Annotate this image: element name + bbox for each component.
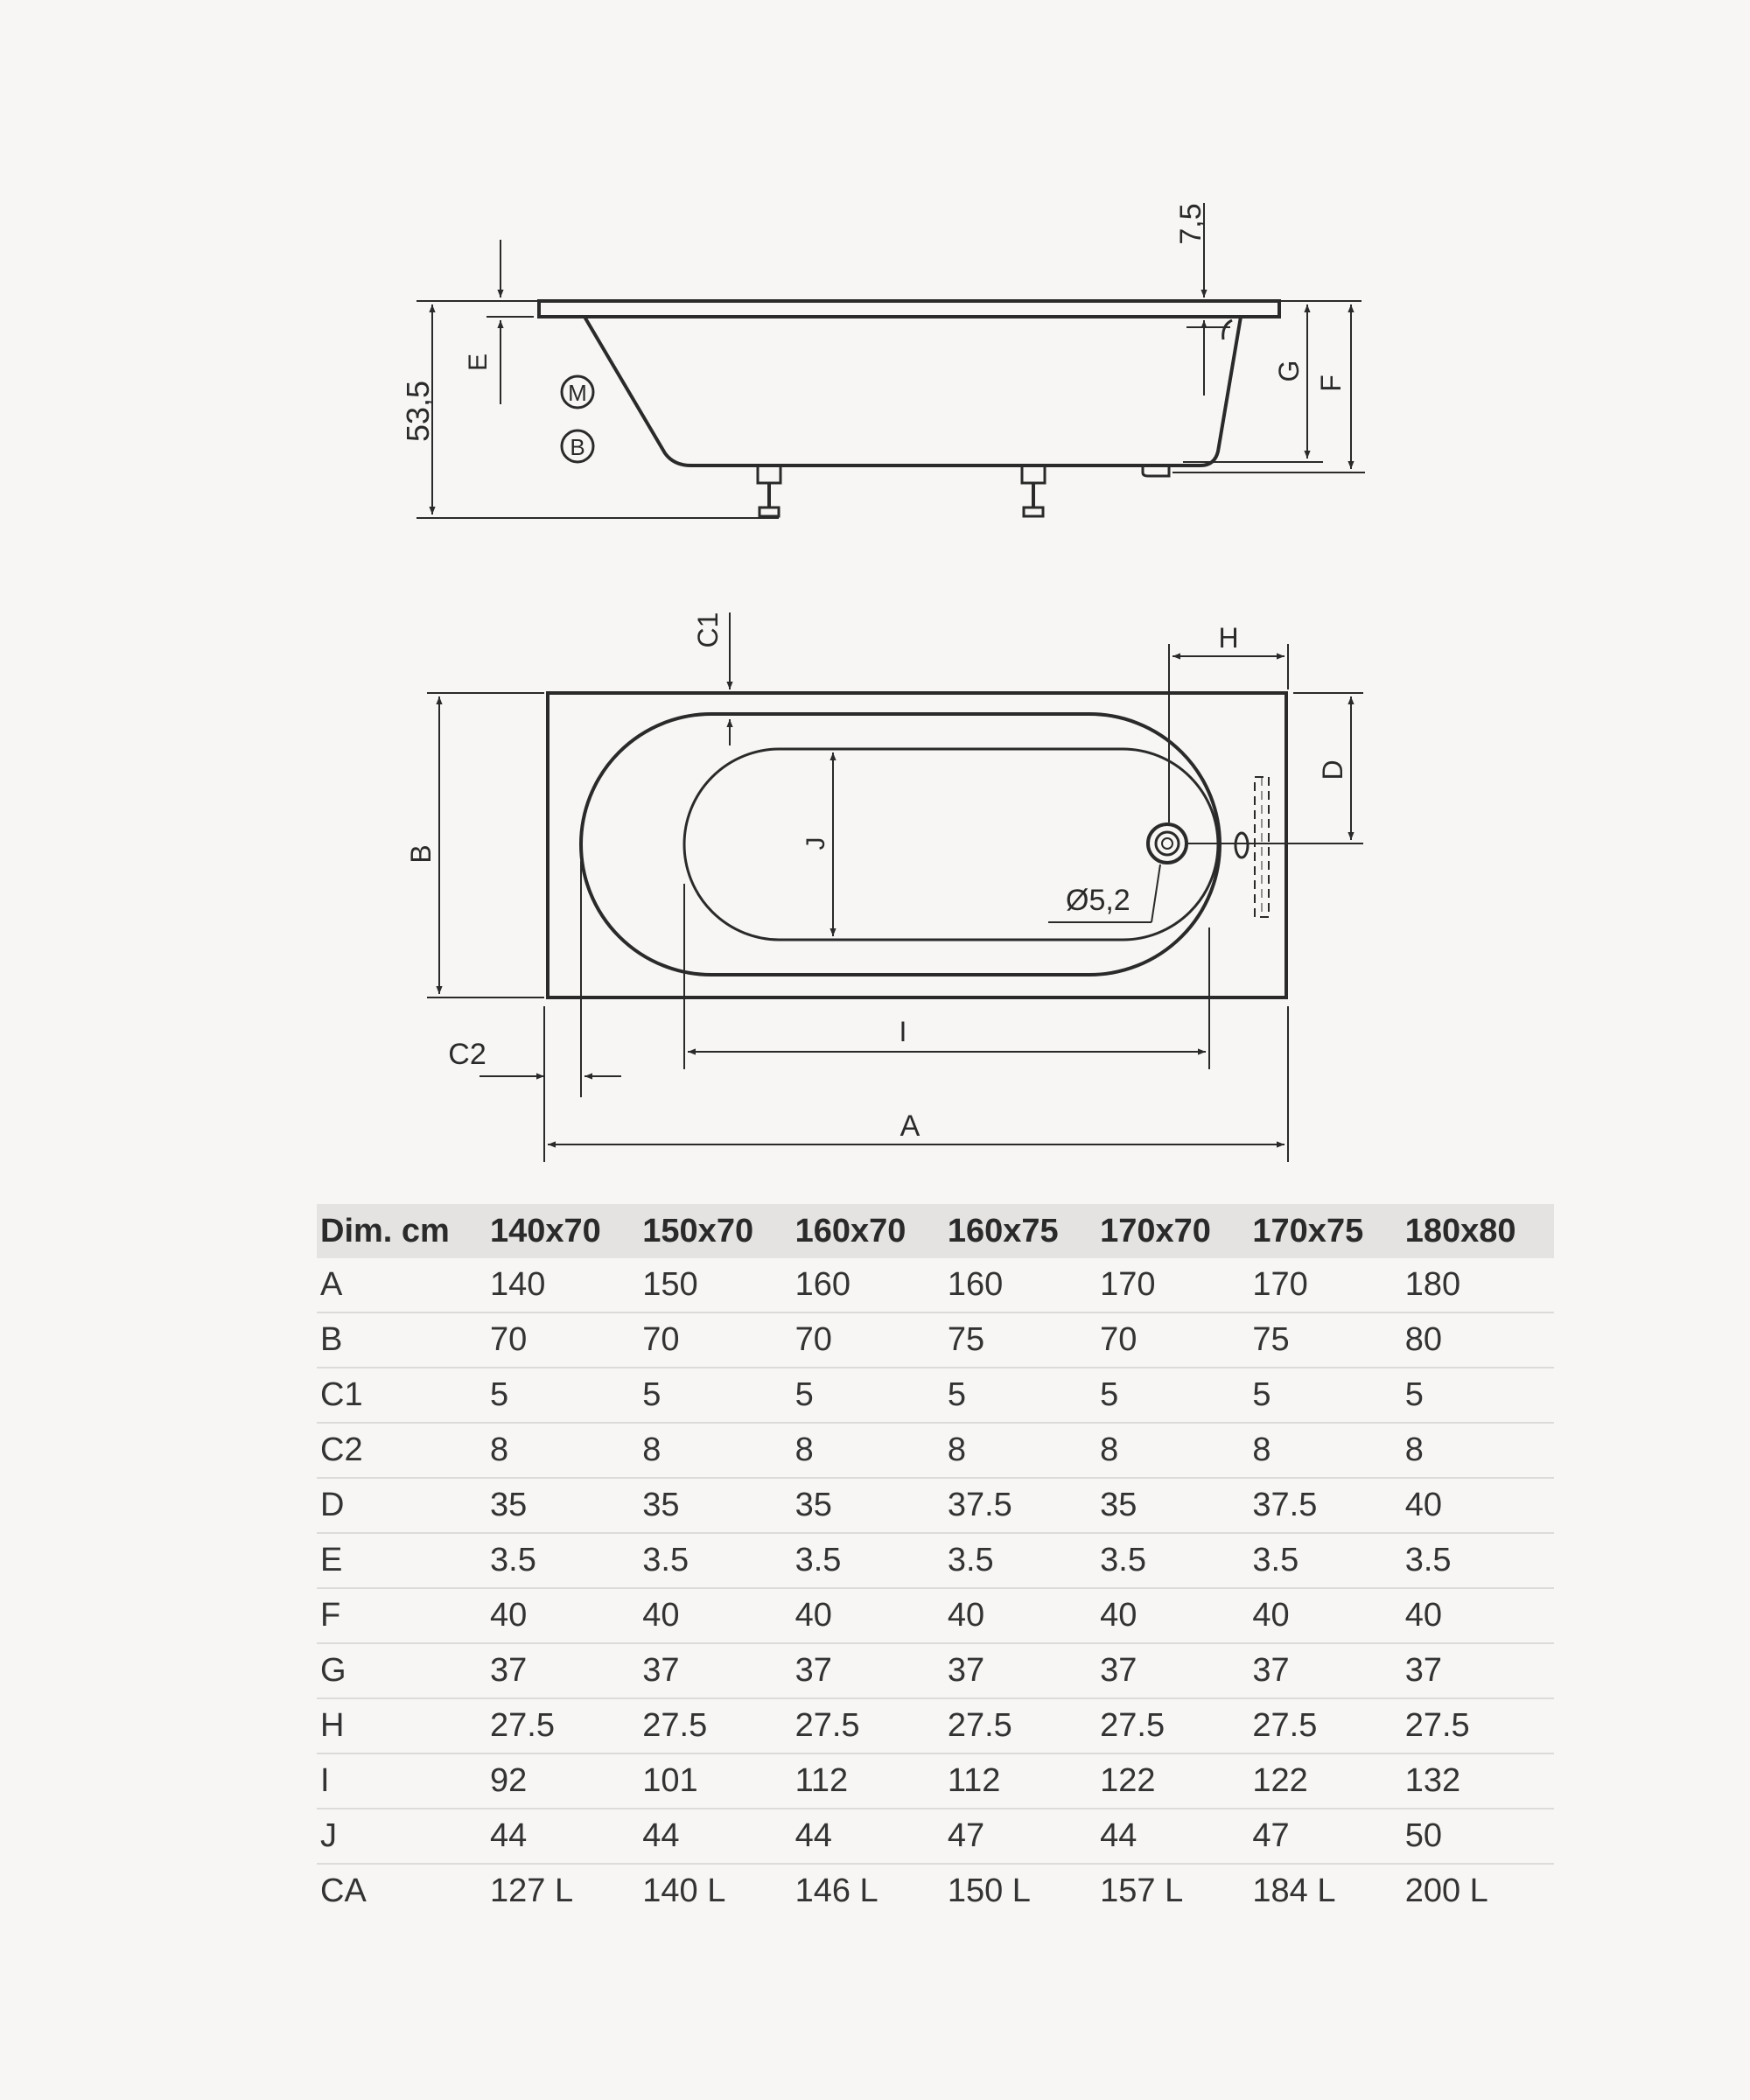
value-cell: 92 [486,1754,639,1809]
table-row [317,1588,1554,1643]
value-cell: 70 [639,1312,791,1368]
value-cell: 3.5 [944,1533,1096,1588]
row-label-cell: A [317,1258,486,1312]
value-cell: 150 [639,1258,791,1312]
value-cell: 160 [792,1258,944,1312]
svg-text:B: B [570,434,585,460]
value-cell: 40 [1096,1588,1249,1643]
table-row [317,1258,1554,1312]
overflow-hole [1236,833,1248,858]
table-row [317,1368,1554,1423]
value-cell: 8 [1096,1423,1249,1478]
value-cell: 5 [486,1368,639,1423]
table-row [317,1698,1554,1754]
value-cell: 40 [792,1588,944,1643]
value-cell: 44 [792,1809,944,1864]
value-cell: 5 [944,1368,1096,1423]
row-label-cell: CA [320,1872,367,1909]
value-cell: 37 [639,1643,791,1698]
value-cell: 132 [1402,1754,1554,1809]
value-cell: 70 [486,1312,639,1368]
value-cell: 47 [1249,1809,1401,1864]
value-cell: 27.5 [486,1698,639,1754]
label-I: I [899,1016,907,1047]
value-cell: 27.5 [944,1698,1096,1754]
value-cell: 160 [944,1258,1096,1312]
value-cell: 40 [1249,1588,1401,1643]
value-cell: 8 [486,1423,639,1478]
value-cell: 40 [486,1588,639,1643]
value-cell: 3.5 [1402,1533,1554,1588]
value-cell: 184 L [1252,1872,1336,1909]
value-cell: 37 [792,1643,944,1698]
label-F: F [1315,374,1347,392]
value-cell: 37 [944,1643,1096,1698]
value-cell: 5 [1096,1368,1249,1423]
value-cell: 127 L [490,1872,574,1909]
label-A: A [900,1110,920,1143]
value-cell: 157 L [1100,1872,1184,1909]
tub-inner-rim [581,714,1220,975]
value-cell: 37 [1249,1643,1401,1698]
value-cell: 150 L [947,1872,1031,1909]
value-cell: 170 [1249,1258,1401,1312]
value-cell: 8 [1249,1423,1401,1478]
value-cell: 35 [639,1478,791,1533]
column-header: 160x70 [792,1204,944,1258]
tub-body [584,317,1241,466]
label-C2: C2 [448,1038,486,1071]
tub-foot-right [1022,466,1045,516]
row-label-cell: E [317,1533,486,1588]
table-row [317,1423,1554,1478]
table-row [317,1809,1554,1864]
drain [1148,824,1186,863]
table-row [317,1754,1554,1809]
value-cell: 35 [486,1478,639,1533]
value-cell: 37.5 [1249,1478,1401,1533]
value-cell: 70 [1096,1312,1249,1368]
column-header: 140x70 [486,1204,639,1258]
label-D: D [1317,760,1348,780]
value-cell: 101 [639,1754,791,1809]
tub-foot-left [758,466,780,516]
table-row [317,1478,1554,1533]
label-J: J [802,836,830,850]
tub-rim [539,301,1279,317]
value-cell: 47 [944,1809,1096,1864]
row-label-cell: H [317,1698,486,1754]
value-cell: 3.5 [639,1533,791,1588]
value-cell: 112 [944,1754,1096,1809]
row-label-cell: C1 [317,1368,486,1423]
value-cell: 3.5 [1096,1533,1249,1588]
top-view [405,612,1363,1162]
value-cell: 112 [792,1754,944,1809]
value-cell: 8 [639,1423,791,1478]
value-cell: 70 [792,1312,944,1368]
value-cell: 44 [486,1809,639,1864]
value-cell: 50 [1402,1809,1554,1864]
table-row [317,1864,1554,1918]
row-label-cell: G [317,1643,486,1698]
label-C1: C1 [692,612,724,648]
tub-outline [548,693,1286,998]
value-cell: 37 [1096,1643,1249,1698]
value-cell: 37.5 [944,1478,1096,1533]
value-cell: 80 [1402,1312,1554,1368]
value-cell: 122 [1249,1754,1401,1809]
height-label: 53,5 [400,380,436,443]
label-E: E [464,353,493,372]
value-cell: 40 [944,1588,1096,1643]
row-label-cell: D [317,1478,486,1533]
side-view [400,203,1365,518]
table-row [317,1643,1554,1698]
table-row [317,1533,1554,1588]
value-cell: 27.5 [1096,1698,1249,1754]
value-cell: 3.5 [792,1533,944,1588]
value-cell: 5 [639,1368,791,1423]
value-cell: 44 [639,1809,791,1864]
column-header: 170x75 [1249,1204,1401,1258]
value-cell: 75 [1249,1312,1401,1368]
value-cell: 8 [944,1423,1096,1478]
table-header-row [317,1204,1554,1258]
column-header: 160x75 [944,1204,1096,1258]
value-cell: 27.5 [639,1698,791,1754]
value-cell: 44 [1096,1809,1249,1864]
value-cell: 122 [1096,1754,1249,1809]
value-cell: 35 [1096,1478,1249,1533]
value-cell: 146 L [794,1872,878,1909]
value-cell: 40 [639,1588,791,1643]
value-cell: 5 [792,1368,944,1423]
value-cell: 5 [1402,1368,1554,1423]
value-cell: 8 [1402,1423,1554,1478]
value-cell: 140 L [642,1872,726,1909]
row-label-cell: B [317,1312,486,1368]
value-cell: 170 [1096,1258,1249,1312]
value-cell: 27.5 [1402,1698,1554,1754]
value-cell: 27.5 [1249,1698,1401,1754]
value-cell: 40 [1402,1478,1554,1533]
column-header: 170x70 [1096,1204,1249,1258]
tub-basin [684,749,1218,940]
value-cell: 200 L [1404,1872,1488,1909]
value-cell: 75 [944,1312,1096,1368]
value-cell: 37 [1402,1643,1554,1698]
column-header: 150x70 [639,1204,791,1258]
label-G: G [1273,360,1305,382]
rim-depth-label: 7,5 [1174,203,1208,245]
column-header: 180x80 [1402,1204,1554,1258]
row-label-cell: C2 [317,1423,486,1478]
column-header: Dim. cm [317,1204,486,1258]
row-label-cell: J [317,1809,486,1864]
badge-B [562,430,593,462]
dimensions-table [317,1204,1554,1918]
label-B: B [405,844,437,864]
value-cell: 8 [792,1423,944,1478]
value-cell: 35 [792,1478,944,1533]
value-cell: 40 [1402,1588,1554,1643]
value-cell: 140 [486,1258,639,1312]
value-cell: 27.5 [792,1698,944,1754]
label-H: H [1218,622,1239,654]
value-cell: 3.5 [486,1533,639,1588]
value-cell: 180 [1402,1258,1554,1312]
table-row [317,1312,1554,1368]
value-cell: 3.5 [1249,1533,1401,1588]
row-label-cell: I [317,1754,486,1809]
row-label-cell: F [317,1588,486,1643]
overflow-fitting [1223,320,1232,340]
value-cell: 37 [486,1643,639,1698]
badge-M [562,376,593,408]
value-cell: 5 [1249,1368,1401,1423]
svg-text:M: M [568,380,587,406]
drain-diameter-label: Ø5,2 [1066,884,1130,917]
